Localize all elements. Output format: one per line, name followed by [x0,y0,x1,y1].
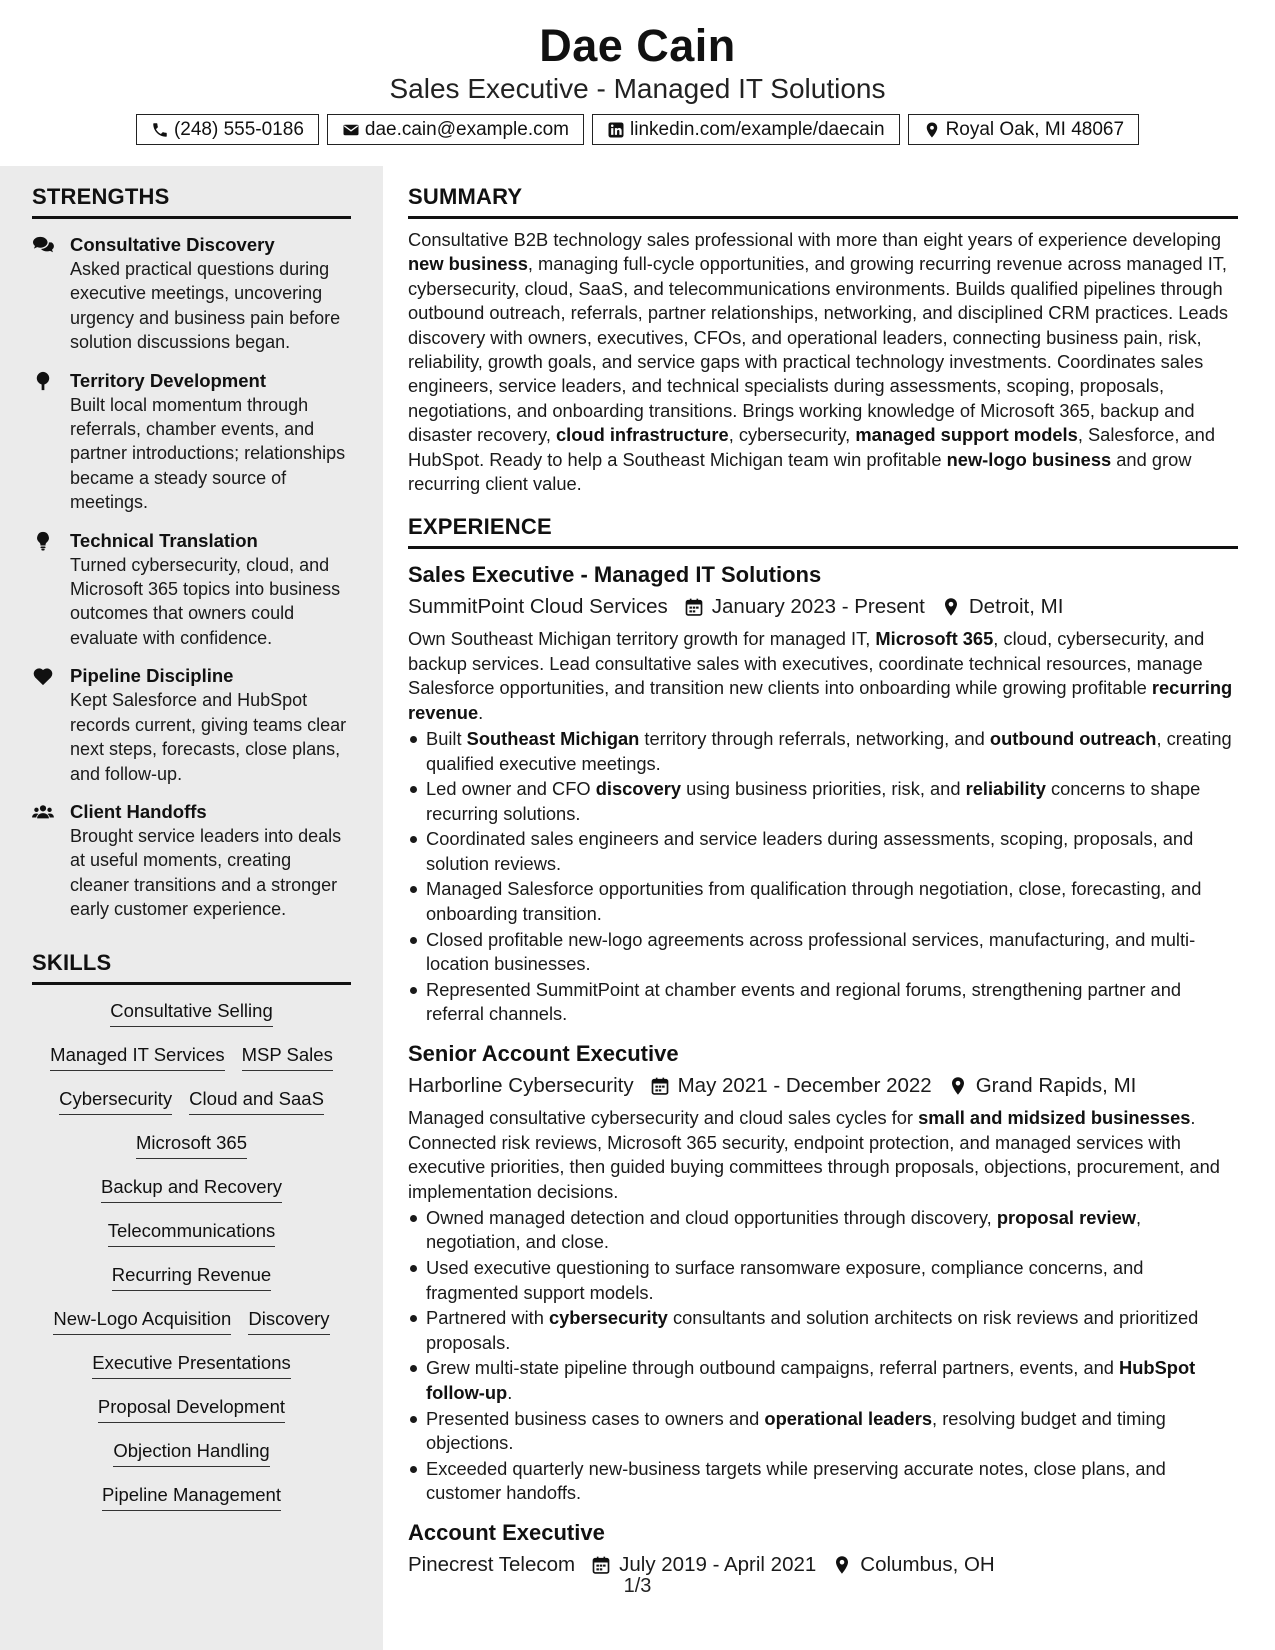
text-run: Own Southeast Michigan territory growth for managed IT, [408,628,876,650]
bullet-item [408,1206,1238,1255]
strength-text: Turned cybersecurity, cloud, and Microsoft 365 topics into business outcomes that owners could evaluate with confidence. [70,554,341,648]
job-dates: May 2021 - December 2022 [677,1074,932,1098]
contact-email[interactable] [327,114,584,145]
skill-tag: MSP Sales [242,1041,333,1071]
strength-title: Technical Translation [70,529,258,551]
bold-phrase: cybersecurity [548,1307,668,1329]
skill-tag: Backup and Recovery [101,1173,282,1203]
contact-location [908,114,1139,145]
map-marker-icon [923,121,941,139]
main-content [383,166,1275,1650]
skill-tag: Telecommunications [108,1217,276,1247]
job-title: Sales Executive - Managed IT Solutions [408,562,822,588]
calendar-icon [650,1076,670,1096]
phone-icon [151,121,169,139]
bullet-item [408,827,1238,876]
summary-heading: SUMMARY [408,184,1238,219]
experience-heading: EXPERIENCE [408,514,1238,549]
location-text: Royal Oak, MI 48067 [945,118,1125,140]
text-run: consultants and solution architects on risk reviews and prioritized proposals. [426,1307,1199,1353]
map-marker-icon [941,597,961,617]
text-run: Grew multi-state pipeline through outbound campaigns, referral partners, events, and [426,1357,1120,1379]
company-name: Harborline Cybersecurity [408,1074,634,1098]
text-run: , negotiation, and close. [426,1207,1142,1253]
resume-header [0,0,1275,166]
text-run: Closed profitable new-logo agreements across professional services, manufacturing, and multi-location businesses. [426,928,1196,974]
contact-phone[interactable] [136,114,319,145]
text-run: , cloud, cybersecurity, and backup services. Lead consultative sales with executives, coordinate technical resources, manage Salesforce opportunities, and transition new clients into onboarding while growing profitable [408,628,1205,699]
job-dates: January 2023 - Present [711,595,925,619]
text-run: Represented SummitPoint at chamber events and regional forums, strengthening partner and referral channels. [426,978,1182,1025]
strength-item [32,369,351,515]
strengths-heading: STRENGTHS [32,184,351,219]
bold-phrase: managed support models [855,424,1078,446]
bold-phrase: recurring revenue [408,677,1233,723]
bullet-item [408,978,1238,1027]
strength-text: Asked practical questions during executive meetings, uncovering urgency and business pain before solution discussions began. [70,259,341,353]
text-run: Managed consultative cybersecurity and cloud sales cycles for [408,1107,919,1129]
calendar-icon [591,1555,611,1575]
job-entry [408,1040,1238,1505]
text-run: Presented business cases to owners and [426,1407,765,1429]
map-marker-icon [832,1555,852,1575]
job-location: Detroit, MI [968,595,1064,619]
text-run: Managed Salesforce opportunities from qualification through negotiation, close, forecasting, and onboarding transition. [426,878,1202,924]
skills-heading: SKILLS [32,950,351,985]
text-run: Exceeded quarterly new-business targets while preserving accurate notes, close plans, and customer handoffs. [426,1457,1166,1504]
envelope-icon [342,121,360,139]
text-run: and grow recurring client value. [408,448,1192,495]
text-run: concerns to shape recurring solutions. [426,778,1201,824]
strength-text: Brought service leaders into deals at useful moments, creating cleaner transitions and a stronger early customer experience. [70,825,342,920]
summary-text [408,228,1238,496]
text-run: Built [426,728,467,750]
page-number: 1/3 [623,1575,652,1597]
lightbulb-icon [32,531,54,551]
skill-tag: Managed IT Services [50,1041,224,1071]
bullet-item [408,1407,1238,1456]
calendar-icon [684,597,704,617]
strength-title: Consultative Discovery [70,234,275,255]
text-run: . Connected risk reviews, Microsoft 365 security, endpoint protection, and managed services with executive priorities, then guided buying committees through proposals, objections, procurement, and implementation decisions. [408,1107,1220,1202]
bold-phrase: new-logo business [946,448,1112,470]
map-marker-icon [948,1076,968,1096]
bold-phrase: HubSpot follow-up [426,1357,1196,1403]
company-name: SummitPoint Cloud Services [408,595,668,619]
strength-text: Built local momentum through referrals, chamber events, and partner introductions; relationships became a steady source of meetings. [70,394,346,513]
candidate-name: Dae Cain [539,20,736,71]
skill-tag: Discovery [248,1305,329,1335]
candidate-title: Sales Executive - Managed IT Solutions [389,73,886,104]
skill-tag: Cybersecurity [59,1085,172,1115]
text-run: . [478,701,484,723]
text-run: Coordinated sales engineers and service leaders during assessments, scoping, proposals, and solution reviews. [426,828,1194,874]
bold-phrase: proposal review [996,1207,1137,1229]
text-run: Led owner and CFO [426,778,596,800]
text-run: Consultative B2B technology sales professional with more than eight years of experience developing [408,229,1221,250]
skill-tag: Executive Presentations [92,1349,290,1379]
job-meta [408,1072,1238,1100]
text-run: , managing full-cycle opportunities, and growing recurring revenue across managed IT, cybersecurity, cloud, SaaS, and telecommunications environments. Builds qualified pipelines through outbound outreach, referrals, partner relationships, networking, and disciplined CRM practices. Leads discovery with owners, executives, CFOs, and operational leaders, connecting business pain, risk, reliability, growth goals, and service gaps with practical technology investments. Coordinates sales engineers, service leaders, and technical specialists during assessments, scoping, proposals, negotiations, and onboarding transitions. Brings working knowledge of Microsoft 365, backup and disaster recovery, [408,253,1229,446]
text-run: Used executive questioning to surface ransomware exposure, compliance concerns, and fragmented support models. [426,1257,1144,1303]
bold-phrase: small and midsized businesses [918,1107,1191,1129]
strength-title: Client Handoffs [70,800,207,822]
contact-linkedin[interactable] [592,114,900,145]
text-run: Owned managed detection and cloud opportunities through discovery, [426,1207,997,1229]
text-run: , resolving budget and timing objections. [426,1407,1166,1453]
skills-list [32,997,351,1511]
job-bullets [408,727,1238,1026]
text-run: , Salesforce, and HubSpot. Ready to help a Southeast Michigan team win profitable [408,424,1216,470]
job-dates: July 2019 - April 2021 [619,1553,817,1577]
job-title: Senior Account Executive [408,1041,679,1067]
strength-title: Territory Development [70,369,267,391]
bold-phrase: new business [408,253,528,275]
phone-text: (248) 555-0186 [173,118,304,140]
bullet-item [408,928,1238,977]
linkedin-icon [607,121,625,139]
job-entry [408,1519,1238,1579]
bold-phrase: discovery [595,778,682,800]
skill-tag: Proposal Development [98,1393,285,1423]
text-run: , creating qualified executive meetings. [426,728,1232,774]
bullet-item [408,1256,1238,1305]
strength-item [32,529,351,651]
bold-phrase: Microsoft 365 [875,628,994,650]
strength-title: Pipeline Discipline [70,665,234,687]
bold-phrase: cloud infrastructure [556,424,729,446]
bold-phrase: reliability [965,778,1046,800]
bullet-item [408,777,1238,826]
strength-text: Kept Salesforce and HubSpot records current, giving teams clear next steps, forecasts, close plans, and follow-up. [70,690,347,784]
skill-tag: Consultative Selling [110,997,272,1027]
job-meta [408,593,1238,621]
text-run: , cybersecurity, [728,424,856,446]
skill-tag: Microsoft 365 [136,1129,247,1159]
bullet-item [408,1356,1238,1405]
skill-tag: Cloud and SaaS [189,1085,324,1115]
text-run: . [507,1381,513,1403]
sidebar [0,166,383,1650]
job-description [408,1106,1238,1204]
map-pin-icon [32,371,54,391]
bold-phrase: Southeast Michigan [466,728,640,750]
bullet-item [408,727,1238,776]
bullet-item [408,1306,1238,1355]
strength-item [32,664,351,786]
skill-tag: Objection Handling [113,1437,269,1467]
users-icon [32,802,54,822]
job-title: Account Executive [408,1520,605,1546]
bullet-item [408,1457,1238,1506]
bold-phrase: outbound outreach [989,728,1157,750]
text-run: territory through referrals, networking, and [639,728,990,750]
skill-tag: Pipeline Management [102,1481,281,1511]
contact-bar [0,114,1275,145]
skill-tag: Recurring Revenue [112,1261,271,1291]
heart-icon [32,666,54,686]
bullet-item [408,877,1238,926]
text-run: Partnered with [426,1307,549,1329]
email-text: dae.cain@example.com [364,118,570,140]
comments-icon [32,235,54,255]
linkedin-text: linkedin.com/example/daecain [630,118,885,140]
company-name: Pinecrest Telecom [408,1553,576,1577]
bold-phrase: operational leaders [764,1407,933,1429]
skill-tag: New-Logo Acquisition [53,1305,231,1335]
job-entry [408,561,1238,1026]
experience-list [408,561,1238,1579]
text-run: using business priorities, risk, and [681,778,966,800]
job-location: Grand Rapids, MI [975,1074,1137,1098]
strength-item [32,233,351,355]
job-bullets [408,1206,1238,1505]
strength-item [32,800,351,922]
job-location: Columbus, OH [860,1553,995,1577]
job-description [408,627,1238,725]
